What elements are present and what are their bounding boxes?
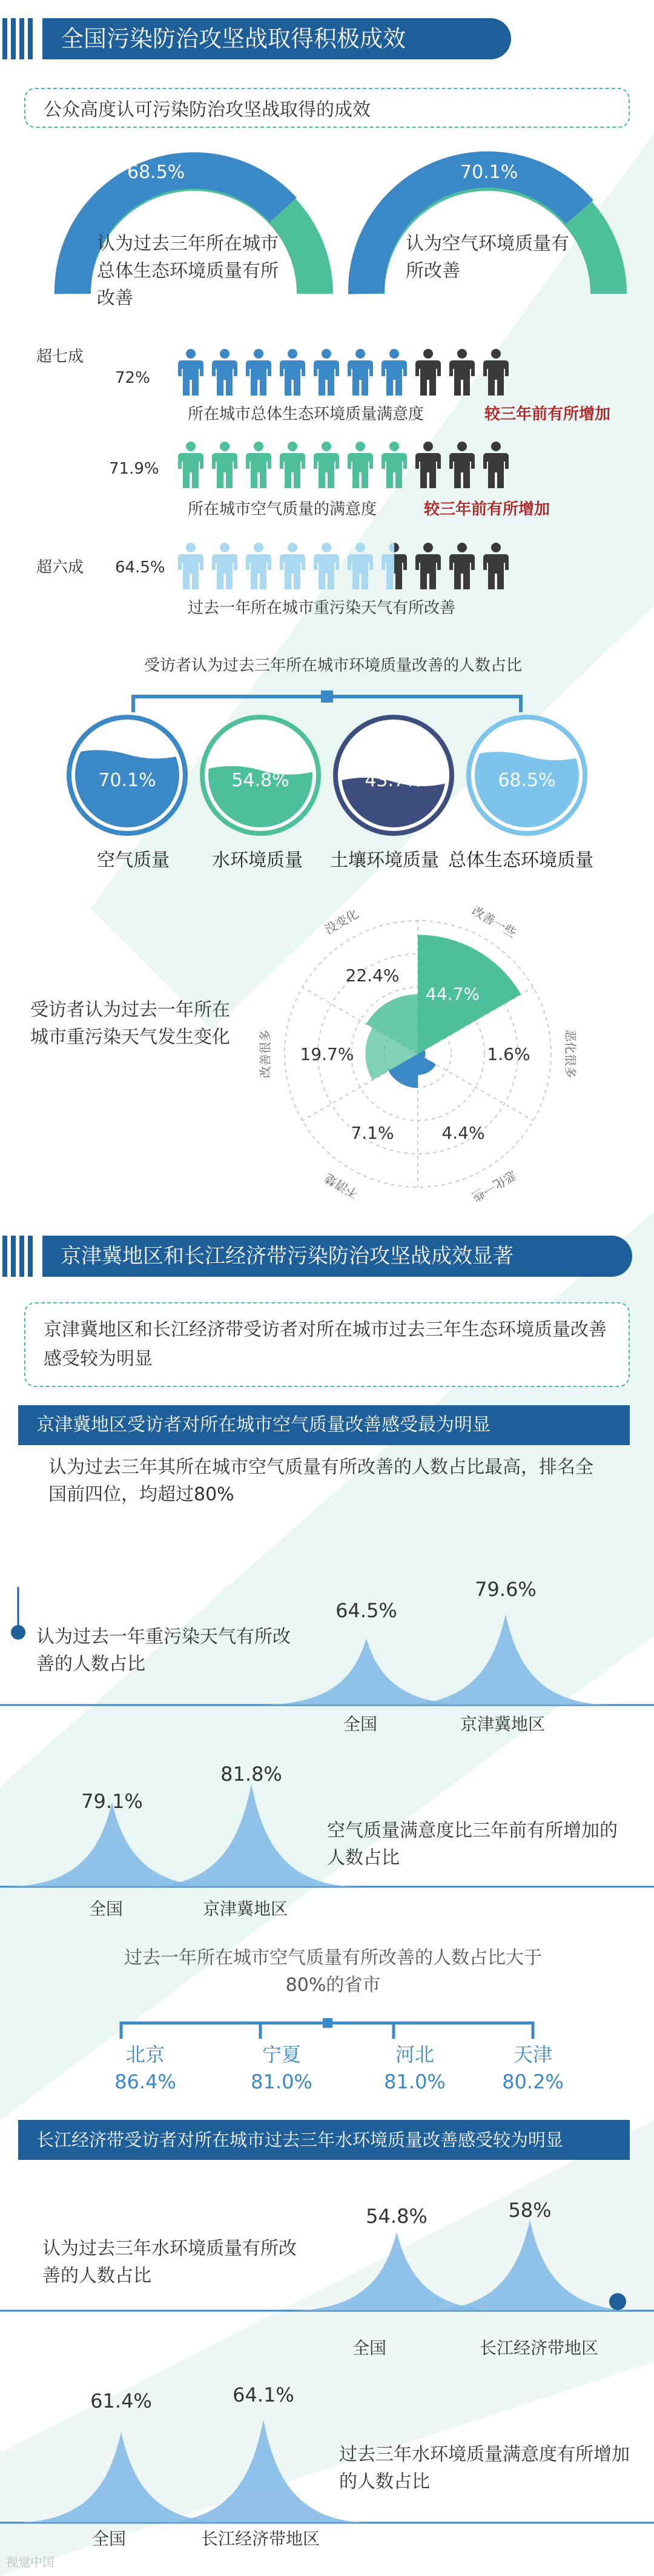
bubble-fill <box>69 750 185 833</box>
person-icon <box>311 441 342 488</box>
row-3-caption: 过去一年所在城市重污染天气有所改善 <box>188 599 456 617</box>
person-icon <box>481 348 511 396</box>
person-icon <box>210 348 240 396</box>
peaks-2-value-1: 79.1% <box>81 1790 143 1813</box>
person-icon <box>277 348 308 396</box>
row-2-caption: 所在城市空气质量的满意度 <box>188 500 377 518</box>
row-1-side: 超七成 <box>36 348 84 366</box>
person-icon <box>176 542 206 589</box>
polar-category: 改善一些 <box>469 903 519 941</box>
person-icon <box>345 348 375 396</box>
stripes-icon <box>0 18 36 59</box>
polar-value: 22.4% <box>345 965 400 986</box>
peaks-2-value-2: 81.8% <box>220 1763 282 1786</box>
person-icon <box>447 542 477 589</box>
province-4-value: 80.2% <box>502 2070 564 2093</box>
title-cap-icon <box>472 18 514 59</box>
person-icon <box>447 441 477 488</box>
province-3-name: 河北 <box>395 2043 434 2066</box>
person-icon <box>345 542 375 589</box>
province-3-value: 81.0% <box>384 2070 446 2093</box>
people-icons-row-3 <box>176 542 511 589</box>
polar-category: 不清楚 <box>322 1170 361 1202</box>
person-icon <box>243 542 274 589</box>
peaks-3-value-1: 54.8% <box>366 2205 428 2228</box>
marker-dot-icon <box>11 1625 25 1640</box>
province-2-value: 81.0% <box>251 2070 312 2093</box>
polar-value: 1.6% <box>487 1044 530 1064</box>
bubble-4-label: 总体生态环境质量 <box>448 850 593 871</box>
peak-shape <box>397 1614 615 1705</box>
polar-title: 受访者认为过去一年所在城市重污染天气发生变化 <box>30 999 230 1048</box>
section-2-title: 京津冀地区和长江经济带污染防治攻坚战成效显著 <box>42 1236 593 1277</box>
person-icon <box>176 348 206 396</box>
peaks-1-label-1: 全国 <box>343 1714 377 1734</box>
person-icon <box>210 441 240 488</box>
title-cap-icon <box>593 1236 635 1277</box>
person-icon <box>210 542 240 589</box>
peak-shape <box>12 2432 230 2523</box>
person-icon <box>481 542 511 589</box>
section-2-header <box>0 1236 654 1277</box>
section-2-intro: 京津冀地区和长江经济带受访者对所在城市过去三年生态环境质量改善感受较为明显 <box>24 1302 630 1387</box>
province-1 <box>85 2041 206 2096</box>
yangtze-title: 长江经济带受访者对所在城市过去三年水环境质量改善感受较为明显 <box>18 2120 630 2160</box>
polar-category: 没变化 <box>322 906 361 938</box>
person-icon <box>243 441 274 488</box>
bubble-2-label: 水环境质量 <box>212 850 303 871</box>
polar-value: 19.7% <box>300 1044 354 1064</box>
row-1-value: 72% <box>115 369 150 387</box>
province-3 <box>354 2041 475 2096</box>
peaks-1-caption: 认为过去一年重污染天气有所改善的人数占比 <box>36 1626 291 1675</box>
polar-category: 恶化很多 <box>563 1030 578 1078</box>
bubble-value: 68.5% <box>498 770 556 791</box>
section-1-header <box>0 18 654 59</box>
province-2-name: 宁夏 <box>262 2043 301 2066</box>
peaks-4-value-2: 64.1% <box>233 2383 294 2406</box>
gauge-overall-value: 68.5% <box>127 162 185 183</box>
gauge-air-label: 认为空气环境质量有所改善 <box>406 233 569 282</box>
row-2-value: 71.9% <box>109 460 159 478</box>
polar-value: 7.1% <box>351 1122 394 1143</box>
person-icon <box>481 441 511 488</box>
jjj-text: 认为过去三年其所在城市空气质量有所改善的人数占比最高，排名全国前四位，均超过80% <box>48 1457 593 1505</box>
province-2 <box>221 2041 342 2096</box>
row-1-caption: 所在城市总体生态环境质量满意度 <box>188 405 424 423</box>
peaks-1-value-2: 79.6% <box>475 1578 537 1601</box>
person-icon <box>277 441 308 488</box>
peaks-2-label-2: 京津冀地区 <box>202 1899 288 1919</box>
polar-slice <box>418 1054 436 1075</box>
person-icon <box>413 542 443 589</box>
watermark: 视觉中国 <box>6 2555 54 2569</box>
person-icon <box>277 542 308 589</box>
jjj-title: 京津冀地区受访者对所在城市空气质量改善感受最为明显 <box>18 1405 630 1445</box>
peaks-4-label-2: 长江经济带地区 <box>200 2529 320 2549</box>
gauge-air-value: 70.1% <box>460 162 518 183</box>
person-icon <box>447 348 477 396</box>
polar-category: 恶化一些 <box>469 1167 519 1205</box>
peak-shape <box>3 1802 221 1887</box>
bubble-value: 43.7% <box>365 770 423 791</box>
peak-shape <box>288 2232 506 2311</box>
person-icon <box>379 348 409 396</box>
row-3-side: 超六成 <box>36 558 84 577</box>
polar-value: 4.4% <box>441 1122 485 1143</box>
peaks-3-value-2: 58% <box>508 2199 552 2222</box>
person-icon <box>311 542 342 589</box>
person-icon <box>379 441 409 488</box>
polar-category: 改善很多 <box>258 1030 272 1078</box>
peaks-1-value-1: 64.5% <box>335 1599 397 1622</box>
section-1-title: 全国污染防治攻坚战取得积极成效 <box>42 18 472 59</box>
polar-chart <box>258 896 578 1211</box>
province-4 <box>472 2041 593 2096</box>
person-icon <box>413 348 443 396</box>
gauge-overall-label: 认为过去三年所在城市总体生态环境质量有所改善 <box>97 233 279 309</box>
people-icons-row-2 <box>176 441 511 488</box>
peaks-3-label-2: 长江经济带地区 <box>479 2338 598 2358</box>
province-1-name: 北京 <box>125 2043 165 2066</box>
row-3-value: 64.5% <box>115 558 165 577</box>
peaks-2-caption: 空气质量满意度比三年前有所增加的人数占比 <box>327 1820 618 1869</box>
person-icon <box>176 441 206 488</box>
polar-value: 44.7% <box>426 984 480 1004</box>
peaks-2-label-1: 全国 <box>88 1899 123 1919</box>
row-2-note: 较三年前有所增加 <box>424 500 550 518</box>
person-icon <box>311 348 342 396</box>
bubble-3-label: 土壤环境质量 <box>330 850 439 871</box>
peak-shape <box>421 2220 639 2311</box>
person-icon <box>413 441 443 488</box>
person-icon <box>345 441 375 488</box>
provinces-connector <box>85 2017 569 2041</box>
peaks-4-value-1: 61.4% <box>90 2389 152 2412</box>
section-1-subtitle: 公众高度认可污染防治攻坚战取得的成效 <box>24 88 630 128</box>
bubbles-chart <box>67 709 587 842</box>
stripes-icon <box>0 1236 36 1277</box>
marker-dot-icon <box>609 2293 626 2310</box>
bubble-1-label: 空气质量 <box>97 850 170 871</box>
peaks-1-label-2: 京津冀地区 <box>460 1714 545 1734</box>
bubble-fill <box>469 752 585 833</box>
person-icon <box>379 542 409 589</box>
peaks-4-caption: 过去三年水环境质量满意度有所增加的人数占比 <box>339 2444 630 2492</box>
bubble-value: 54.8% <box>231 770 289 791</box>
peaks-3-caption: 认为过去三年水环境质量有所改善的人数占比 <box>42 2238 297 2286</box>
person-icon <box>243 348 274 396</box>
row-1-note: 较三年前有所增加 <box>484 405 611 423</box>
people-icons-row-1 <box>176 348 511 396</box>
province-4-name: 天津 <box>513 2043 552 2066</box>
bubbles-title: 受访者认为过去三年所在城市环境质量改善的人数占比 <box>144 657 522 675</box>
peaks-3-label-1: 全国 <box>352 2338 386 2358</box>
province-1-value: 86.4% <box>114 2070 176 2093</box>
bubble-value: 70.1% <box>98 770 156 791</box>
provinces-title: 过去一年所在城市空气质量有所改善的人数占比大于80%的省市 <box>124 1947 542 1996</box>
peaks-4-label-1: 全国 <box>91 2529 126 2549</box>
